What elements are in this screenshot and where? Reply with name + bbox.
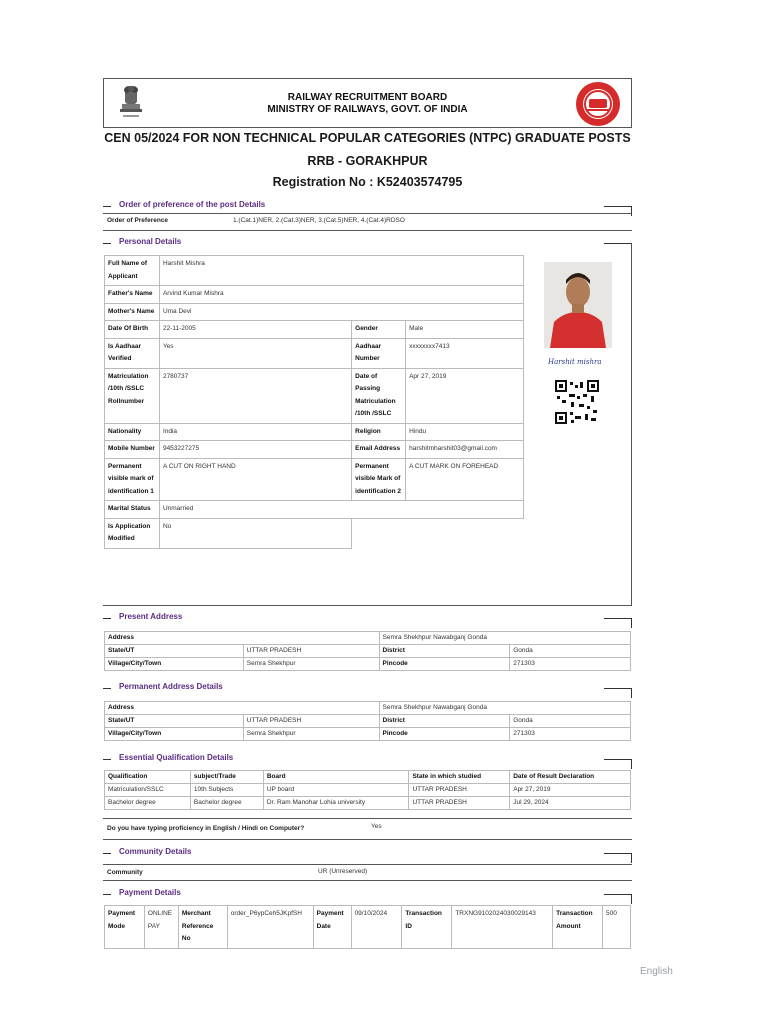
label-cell: Father's Name <box>105 286 160 304</box>
table-row <box>105 645 631 658</box>
table-row <box>105 797 631 810</box>
value-cell: 22-11-2005 <box>159 321 351 339</box>
label-cell: Village/City/Town <box>105 728 244 741</box>
label-cell: Nationality <box>105 423 160 441</box>
label-cell: Mobile Number <box>105 441 160 459</box>
value-cell: A CUT ON RIGHT HAND <box>159 458 351 501</box>
section-title: Payment Details <box>119 888 181 897</box>
table-row <box>105 321 524 339</box>
value-cell: Semra Shekhpur <box>243 728 379 741</box>
table-cell: UP board <box>263 784 409 797</box>
section-title: Order of preference of the post Details <box>119 200 266 209</box>
value-cell: 9453227275 <box>159 441 351 459</box>
personal-table <box>104 255 524 549</box>
table-row <box>105 256 524 286</box>
column-header: State in which studied <box>409 771 510 784</box>
value-cell: xxxxxxxx7413 <box>406 338 524 368</box>
label-cell: State/UT <box>105 645 244 658</box>
column-header: Date of Result Declaration <box>510 771 631 784</box>
label-cell: Address <box>105 702 380 715</box>
table-row <box>105 518 524 548</box>
community-value: UR (Unreserved) <box>318 868 368 875</box>
indian-railways-logo-icon <box>575 81 621 127</box>
value-cell: No <box>159 518 351 548</box>
label-cell: Payment Mode <box>105 906 145 949</box>
typing-row <box>103 818 632 840</box>
preference-row <box>103 213 632 231</box>
label-cell: Pincode <box>379 728 510 741</box>
table-cell: 10th Subjects <box>190 784 263 797</box>
value-cell: Semra Shekhpur Nawabganj Gonda <box>379 702 630 715</box>
label-cell: Gender <box>352 321 406 339</box>
label-cell: Email Address <box>352 441 406 459</box>
label-cell: Is Application Modified <box>105 518 160 548</box>
table-row <box>105 728 631 741</box>
label-cell: Merchant Reference No <box>178 906 227 949</box>
section-preference <box>103 200 632 214</box>
label-cell: State/UT <box>105 715 244 728</box>
table-row <box>105 501 524 519</box>
qr-code <box>555 380 599 424</box>
applicant-photo <box>544 262 612 380</box>
table-cell: UTTAR PRADESH <box>409 784 510 797</box>
value-cell: Yes <box>159 338 351 368</box>
table-row <box>105 423 524 441</box>
permanent-address-table <box>104 701 631 741</box>
value-cell: Apr 27, 2019 <box>406 368 524 423</box>
label-cell: Permanent visible Mark of identification 2 <box>352 458 406 501</box>
table-row <box>105 441 524 459</box>
language-selector[interactable]: English <box>640 966 673 977</box>
preference-value: 1.(Cat.1)NER, 2.(Cat.3)NER, 3.(Cat.5)NER, 4.(Cat.4)RDSO <box>233 217 405 224</box>
section-title: Essential Qualification Details <box>119 753 234 762</box>
label-cell: Transaction Amount <box>553 906 603 949</box>
label-cell: Transaction ID <box>402 906 452 949</box>
table-cell: Jul 29, 2024 <box>510 797 631 810</box>
community-row <box>103 864 632 881</box>
label-cell: Marital Status <box>105 501 160 519</box>
label-cell: Payment Date <box>313 906 351 949</box>
label-cell: Date of Passing Matriculation /10th /SSLC <box>352 368 406 423</box>
label-cell: Pincode <box>379 658 510 671</box>
table-row <box>105 303 524 321</box>
table-cell: Matriculation/SSLC <box>105 784 191 797</box>
header-line-1: RAILWAY RECRUITMENT BOARD <box>287 92 448 103</box>
section-community <box>103 847 632 861</box>
typing-label: Do you have typing proficiency in English / Hindi on Computer? <box>107 825 305 832</box>
present-address-table <box>104 631 631 671</box>
label-cell: Address <box>105 632 380 645</box>
column-header: subject/Trade <box>190 771 263 784</box>
label-cell: Aadhaar Number <box>352 338 406 368</box>
signature-text: Harshit mishra <box>548 358 602 366</box>
label-cell: Date Of Birth <box>105 321 160 339</box>
section-title: Personal Details <box>119 237 182 246</box>
value-cell: Harshit Mishra <box>159 256 523 286</box>
table-cell: Dr. Ram Manohar Lohia university <box>263 797 409 810</box>
label-cell: Mother's Name <box>105 303 160 321</box>
value-cell: Uma Devi <box>159 303 523 321</box>
qualification-table <box>104 770 631 810</box>
value-cell: harshitmharshit03@gmail.com <box>406 441 524 459</box>
notice-title: CEN 05/2024 FOR NON TECHNICAL POPULAR CATEGORIES (NTPC) GRADUATE POSTS <box>104 131 631 145</box>
section-permanent-address <box>103 682 632 696</box>
label-cell: District <box>379 715 510 728</box>
value-cell: Male <box>406 321 524 339</box>
table-row <box>105 715 631 728</box>
payment-table <box>104 905 631 949</box>
section-qualification <box>103 753 632 767</box>
value-cell: Gonda <box>510 645 631 658</box>
section-payment <box>103 888 632 902</box>
table-row <box>105 771 631 784</box>
value-cell: Semra Shekhpur Nawabganj Gonda <box>379 632 630 645</box>
table-row <box>105 338 524 368</box>
value-cell: UTTAR PRADESH <box>243 715 379 728</box>
section-title: Community Details <box>119 847 192 856</box>
value-cell: order_P6ypCeh5JKpfSH <box>227 906 313 949</box>
section-title: Present Address <box>119 612 183 621</box>
label-cell: Full Name of Applicant <box>105 256 160 286</box>
document-header <box>103 78 632 128</box>
label-cell: District <box>379 645 510 658</box>
label-cell: Is Aadhaar Verified <box>105 338 160 368</box>
table-row <box>105 286 524 304</box>
value-cell: 271303 <box>510 658 631 671</box>
label-cell: Village/City/Town <box>105 658 244 671</box>
value-cell: ONLINE PAY <box>144 906 178 949</box>
table-cell: UTTAR PRADESH <box>409 797 510 810</box>
preference-label: Order of Preference <box>107 217 169 224</box>
value-cell: UTTAR PRADESH <box>243 645 379 658</box>
table-row <box>105 784 631 797</box>
table-cell: Bachelor degree <box>105 797 191 810</box>
typing-value: Yes <box>371 823 382 830</box>
value-cell: Arvind Kumar Mishra <box>159 286 523 304</box>
table-row <box>105 632 631 645</box>
column-header: Qualification <box>105 771 191 784</box>
section-present-address <box>103 612 632 626</box>
table-row <box>105 368 524 423</box>
registration-number: Registration No : K52403574795 <box>272 175 463 189</box>
header-line-2: MINISTRY OF RAILWAYS, GOVT. OF INDIA <box>267 104 468 115</box>
label-cell: Matriculation /10th /SSLC Rollnumber <box>105 368 160 423</box>
value-cell: Gonda <box>510 715 631 728</box>
value-cell: 500 <box>603 906 631 949</box>
label-cell: Permanent visible mark of identification 1 <box>105 458 160 501</box>
value-cell: 2780737 <box>159 368 351 423</box>
section-title: Permanent Address Details <box>119 682 223 691</box>
value-cell: Hindu <box>406 423 524 441</box>
value-cell: 271303 <box>510 728 631 741</box>
table-row <box>105 702 631 715</box>
value-cell: Semra Shekhpur <box>243 658 379 671</box>
community-label: Community <box>107 869 143 876</box>
value-cell: 09/10/2024 <box>351 906 402 949</box>
table-row <box>105 906 631 949</box>
table-cell: Apr 27, 2019 <box>510 784 631 797</box>
value-cell: India <box>159 423 351 441</box>
table-cell: Bachelor degree <box>190 797 263 810</box>
table-row <box>105 658 631 671</box>
label-cell: Religion <box>352 423 406 441</box>
rrb-name: RRB - GORAKHPUR <box>307 154 428 168</box>
column-header: Board <box>263 771 409 784</box>
value-cell: Unmarried <box>159 501 523 519</box>
value-cell: A CUT MARK ON FOREHEAD <box>406 458 524 501</box>
table-row <box>105 458 524 501</box>
value-cell: TRXNG9102024030029143 <box>452 906 553 949</box>
